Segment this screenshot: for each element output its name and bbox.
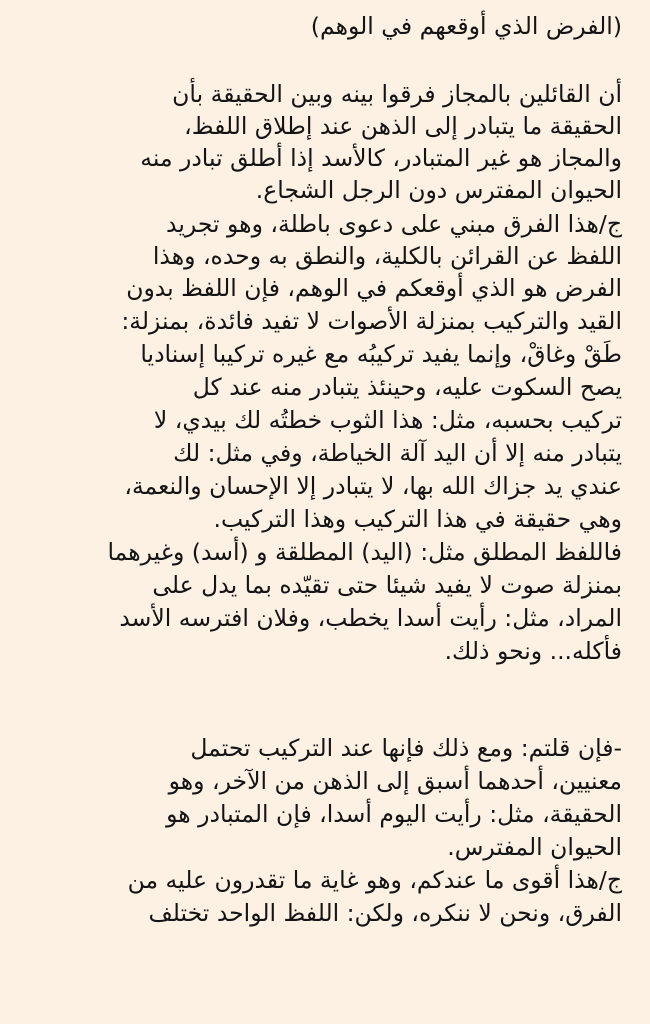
paragraph-2-line-10: وهي حقيقة في هذا التركيب وهذا التركيب. xyxy=(213,505,622,533)
paragraph-3-line-4: فأكله... ونحو ذلك. xyxy=(444,637,622,665)
paragraph-2-line-4: القيد والتركيب بمنزلة الأصوات لا تفيد فائدة، بمنزلة: xyxy=(121,307,622,335)
paragraph-4-line-4: الحيوان المفترس. xyxy=(447,833,622,861)
paragraph-1-line-4: الحيوان المفترس دون الرجل الشجاع. xyxy=(255,176,622,204)
paragraph-2-line-7: تركيب بحسبه، مثل: هذا الثوب خطتُه لك بيدي، لا xyxy=(153,406,622,434)
paragraph-1-line-1: أن القائلين بالمجاز فرقوا بينه وبين الحقيقة بأن xyxy=(172,80,622,108)
paragraph-2-line-9: عندي يد جزاك الله بها، لا يتبادر إلا الإحسان والنعمة، xyxy=(124,472,622,500)
document-title: (الفرض الذي أوقعهم في الوهم) xyxy=(310,12,622,40)
paragraph-2-line-3: الفرض هو الذي أوقعكم في الوهم، فإن اللفظ بدون xyxy=(126,274,622,302)
paragraph-3-line-3: المراد، مثل: رأيت أسدا يخطب، وفلان افترسه الأسد xyxy=(119,604,622,632)
paragraph-2-line-6: يصح السكوت عليه، وحينئذ يتبادر منه عند كل xyxy=(192,373,622,401)
paragraph-1-line-3: والمجاز هو غير المتبادر، كالأسد إذا أطلق تبادر منه xyxy=(140,144,622,172)
paragraph-2-line-5: طَقْ وغاقْ، وإنما يفيد تركيبُه مع غيره تركيبا إسناديا xyxy=(140,340,622,368)
paragraph-4-line-1: -فإن قلتم: ومع ذلك فإنها عند التركيب تحتمل xyxy=(190,734,622,762)
paragraph-3-line-2: بمنزلة صوت لا يفيد شيئا حتى تقيّده بما يدل على xyxy=(152,571,622,599)
paragraph-4-line-3: الحقيقة، مثل: رأيت اليوم أسدا، فإن المتبادر هو xyxy=(166,800,622,828)
paragraph-4-line-2: معنيين، أحدهما أسبق إلى الذهن من الآخر، وهو xyxy=(168,767,622,795)
paragraph-2-line-8: يتبادر منه إلا أن اليد آلة الخياطة، وفي مثل: لك xyxy=(173,439,622,467)
paragraph-1-line-2: الحقيقة ما يتبادر إلى الذهن عند إطلاق اللفظ، xyxy=(184,112,622,140)
paragraph-5-line-2: الفرق، ونحن لا ننكره، ولكن: اللفظ الواحد تختلف xyxy=(148,899,622,927)
paragraph-2-line-2: اللفظ عن القرائن بالكلية، والنطق به وحده، وهذا xyxy=(152,242,622,270)
paragraph-5-line-1: ج/هذا أقوى ما عندكم، وهو غاية ما تقدرون عليه من xyxy=(127,866,622,894)
paragraph-2-line-1: ج/هذا الفرق مبني على دعوى باطلة، وهو تجريد xyxy=(166,210,622,238)
paragraph-3-line-1: فاللفظ المطلق مثل: (اليد) المطلقة و (أسد) وغيرهما xyxy=(107,538,622,566)
